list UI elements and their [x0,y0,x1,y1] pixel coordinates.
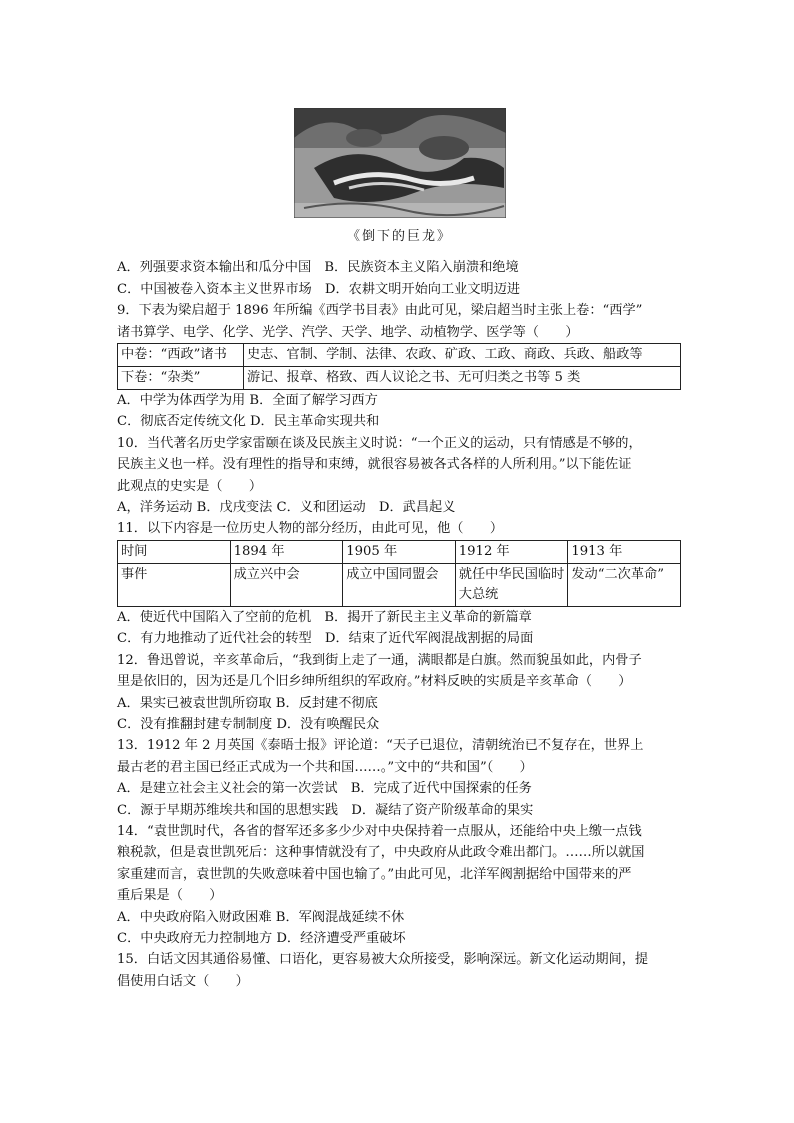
question-15 [117,949,682,992]
option-line: A．是建立社会主义社会的第一次尝试 B．完成了近代中国探索的任务 [117,781,532,797]
xixue-shumu-table [117,343,681,390]
question-13 [117,735,682,821]
question-stem: 13．1912 年 2 月英国《泰晤士报》评论道：“天子已退位，清朝统治已不复存在，世界上 [117,738,644,754]
option-line: A．列强要求资本输出和瓜分中国 B．民族资本主义陷入崩溃和绝境 [117,260,519,276]
option-line: A，洋务运动 B．戊戌变法 C．义和团运动 D．武昌起义 [117,500,456,516]
option-line: C．源于早期苏维埃共和国的思想实践 D．凝结了资产阶级革命的果实 [117,802,534,818]
option-line: C．彻底否定传统文化 D．民主革命实现共和 [117,414,380,430]
table-row [118,367,681,390]
table-cell: 就任中华民国临时大总统 [455,563,568,606]
table-cell: 史志、官制、学制、法律、农政、矿政、工政、商政、兵政、船政等 [244,344,681,367]
option-line: C．有力地推动了近代社会的转型 D．结束了近代军阀混战割据的局面 [117,631,534,647]
question-stem: 15．白话文因其通俗易懂、口语化，更容易被大众所接受，影响深远。新文化运动期间，提 [117,952,649,968]
question-stem: 家重建而言，袁世凯的失败意味着中国也输了。”由此可见，北洋军阀割据给中国带来的严 [117,866,632,882]
question-11 [117,518,682,649]
table-cell: 事件 [118,563,231,606]
question-stem: 诸书算学、电学、化学、光学、汽学、天学、地学、动植物学、医学等（ ） [117,324,579,340]
q8-options [117,257,682,300]
option-line: A．中央政府陷入财政困难 B．军阀混战延续不休 [117,909,405,925]
option-line: C．没有推翻封建专制制度 D．没有唤醒民众 [117,716,380,732]
question-stem: 最古老的君主国已经正式成为一个共和国……。”文中的“共和国”（ ） [117,759,533,775]
question-stem: 10．当代著名历史学家雷颐在谈及民族主义时说：“一个正义的运动，只有情感是不够的， [117,435,642,451]
question-stem: 11．以下内容是一位历史人物的部分经历，由此可见，他（ ） [117,521,504,537]
table-cell: 1894 年 [230,540,343,563]
table-cell: 下卷：“杂类” [118,367,244,390]
table-cell: 成立中国同盟会 [343,563,456,606]
option-line: A．使近代中国陷入了空前的危机 B．揭开了新民主主义革命的新篇章 [117,609,532,625]
option-line: C．中央政府无力控制地方 D．经济遭受严重破坏 [117,930,406,946]
option-line: A．中学为体西学为用 B．全面了解学习西方 [117,393,378,409]
option-line: A．果实已被袁世凯所窃取 B．反封建不彻底 [117,695,378,711]
figure-caption: 《倒下的巨龙》 [346,229,452,245]
table-cell: 1905 年 [343,540,456,563]
question-stem: 12．鲁迅曾说，辛亥革命后，“我到街上走了一通，满眼都是白旗。然而貌虽如此，内骨子 [117,652,642,668]
question-12 [117,650,682,736]
question-stem: 倡使用白话文（ ） [117,973,249,989]
question-stem: 粮税款，但是袁世凯死后：这种事情就没有了，中央政府从此政令难出都门。……所以就国 [117,845,645,861]
table-row [118,563,681,606]
question-9 [117,300,682,433]
exam-page [117,108,682,992]
question-stem: 民族主义也一样。没有理性的指导和束缚，就很容易被各式各样的人所利用。”以下能佐证 [117,457,632,473]
fallen-dragon-illustration [294,108,506,218]
table-cell: 时间 [118,540,231,563]
question-stem: 9．下表为梁启超于 1896 年所编《西学书目表》由此可见，梁启超当时主张上卷：“西学” [117,303,643,319]
question-stem: 重后果是（ ） [117,888,223,904]
table-row [118,540,681,563]
table-cell: 1912 年 [455,540,568,563]
question-14 [117,821,682,949]
table-cell: 1913 年 [568,540,681,563]
option-line: C．中国被卷入资本主义世界市场 D．农耕文明开始向工业文明迈进 [117,281,521,297]
table-cell: 游记、报章、格致、西人议论之书、无可归类之书等 5 类 [244,367,681,390]
table-cell: 中卷：“西政”诸书 [118,344,244,367]
table-cell: 成立兴中会 [230,563,343,606]
table-cell: 发动“二次革命” [568,563,681,606]
illustration-figure [117,108,682,247]
question-stem: 14．“袁世凯时代，各省的督军还多多少少对中央保持着一点服从，还能给中央上缴一点钱 [117,823,642,839]
biography-table [117,540,681,607]
table-row [118,344,681,367]
question-10 [117,433,682,519]
question-stem: 里是依旧的，因为还是几个旧乡绅所组织的军政府。”材料反映的实质是辛亥革命（ ） [117,674,632,690]
question-stem: 此观点的史实是（ ） [117,478,263,494]
